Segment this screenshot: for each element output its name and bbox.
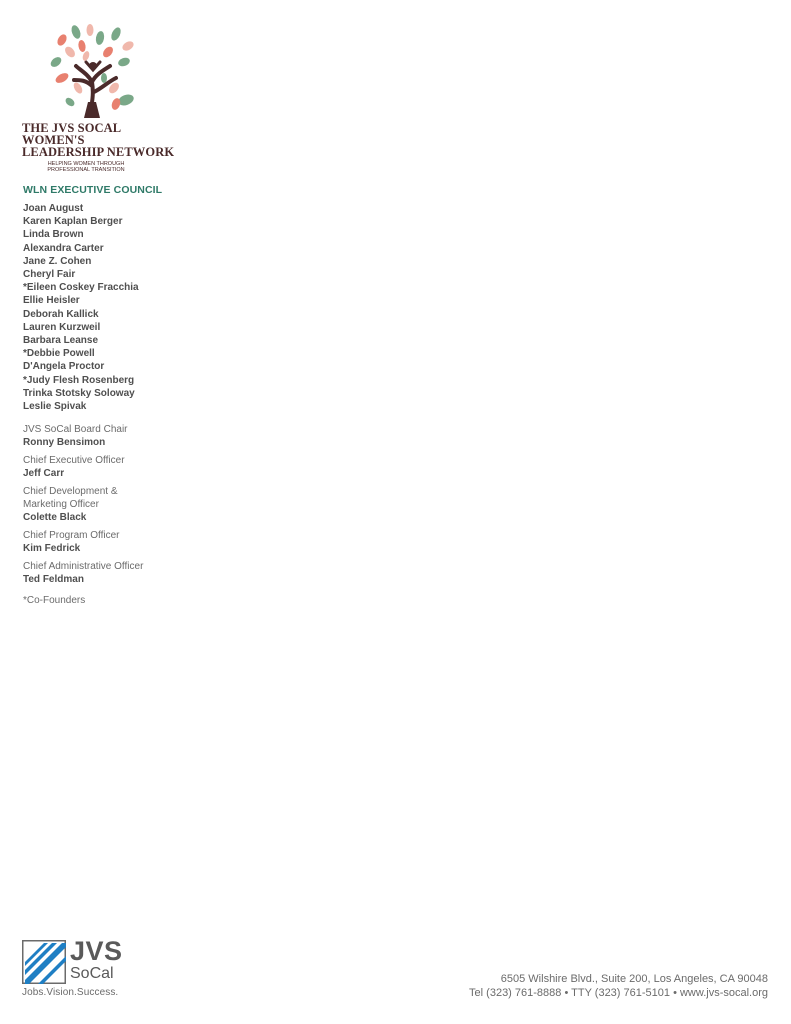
council-member: *Judy Flesh Rosenberg bbox=[23, 374, 135, 386]
cofounders-note: *Co-Founders bbox=[23, 595, 86, 607]
contact-line: Tel (323) 761-8888 • TTY (323) 761-5101 • www.jvs-socal.org bbox=[469, 987, 768, 999]
officer-name: Colette Black bbox=[23, 512, 87, 524]
officer-entry bbox=[23, 485, 193, 524]
letterhead-header bbox=[22, 22, 182, 173]
council-member: Leslie Spivak bbox=[23, 401, 87, 413]
officer-title: JVS SoCal Board Chair bbox=[23, 424, 128, 436]
council-member: Joan August bbox=[23, 203, 84, 214]
address-line: 6505 Wilshire Blvd., Suite 200, Los Angeles, CA 90048 bbox=[500, 973, 768, 985]
officer-entry bbox=[23, 560, 193, 586]
officer-name: Jeff Carr bbox=[23, 468, 65, 480]
tagline-line-1: HELPING WOMEN THROUGH bbox=[47, 161, 125, 167]
org-title bbox=[22, 122, 182, 158]
council-member: Alexandra Carter bbox=[23, 242, 104, 254]
council-member: *Eileen Coskey Fracchia bbox=[23, 282, 139, 294]
officer-title: Chief Program Officer bbox=[23, 530, 120, 542]
tree-of-women-icon bbox=[50, 22, 140, 118]
org-tagline bbox=[26, 161, 146, 173]
officer-title: Chief Development & Marketing Officer bbox=[23, 486, 118, 511]
council-member: Cheryl Fair bbox=[23, 269, 76, 281]
officer-title: Chief Administrative Officer bbox=[23, 561, 144, 573]
officer-entry bbox=[23, 454, 193, 480]
logo-jvs-text: JVS bbox=[70, 936, 123, 966]
officer-entry bbox=[23, 529, 193, 555]
org-title-line-2: LEADERSHIP NETWORK bbox=[22, 145, 175, 159]
logo-socal-text: SoCal bbox=[70, 965, 114, 982]
slogan: Jobs.Vision.Success. bbox=[22, 987, 119, 998]
officer-title: Chief Executive Officer bbox=[23, 455, 125, 467]
tagline-line-2: PROFESSIONAL TRANSITION bbox=[47, 167, 125, 173]
jvs-stripes-icon bbox=[22, 940, 66, 984]
council-member: *Debbie Powell bbox=[23, 348, 95, 360]
council-member: Jane Z. Cohen bbox=[23, 255, 92, 267]
org-title-line-1: THE JVS SOCAL WOMEN'S bbox=[22, 121, 121, 147]
officer-name: Ronny Bensimon bbox=[23, 437, 106, 449]
council-member: Karen Kaplan Berger bbox=[23, 216, 123, 228]
officer-name: Kim Fedrick bbox=[23, 543, 81, 555]
officer-name: Ted Feldman bbox=[23, 574, 84, 586]
council-member: Ellie Heisler bbox=[23, 295, 80, 307]
jvs-socal-logo bbox=[22, 936, 152, 998]
council-member: Deborah Kallick bbox=[23, 308, 99, 320]
council-member: Trinka Stotsky Soloway bbox=[23, 387, 135, 399]
officer-entry bbox=[23, 423, 193, 449]
address-block bbox=[469, 972, 768, 1000]
council-member: Barbara Leanse bbox=[23, 335, 99, 347]
officer-list bbox=[23, 423, 193, 586]
council-member-list bbox=[23, 202, 193, 413]
council-member: Lauren Kurzweil bbox=[23, 321, 101, 333]
council-member: Linda Brown bbox=[23, 229, 84, 241]
council-heading: WLN EXECUTIVE COUNCIL bbox=[23, 184, 163, 196]
council-member: D'Angela Proctor bbox=[23, 361, 105, 373]
sidebar bbox=[23, 184, 193, 606]
